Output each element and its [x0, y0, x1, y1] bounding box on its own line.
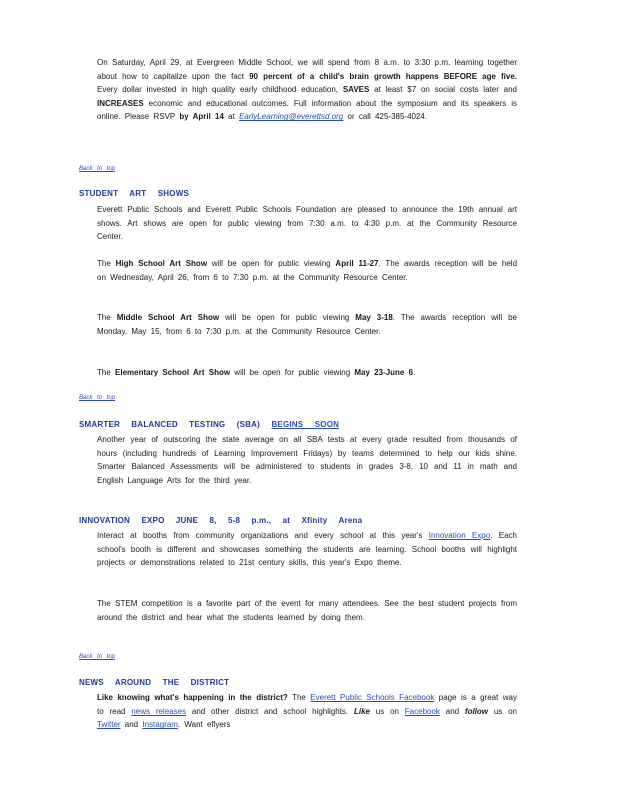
- art-p4-a: The: [97, 368, 116, 377]
- expo-p1-b: . Each school's booth is different and showcases something the students are learning. School booths will highlight projects or demonstrations related to 21st century skills, this year's Expo theme.: [97, 531, 517, 568]
- art-p2-d: April 11-27: [335, 259, 379, 268]
- intro-bold-1: 90 percent of a child's brain growth happens BEFORE age five.: [249, 71, 517, 81]
- news-paragraph: [97, 691, 517, 732]
- art-paragraph-middle: [97, 311, 517, 338]
- art-p3-e: . The awards reception will be Monday, May 15, from 6 to 7:30 p.m. at the Community Resource Center.: [97, 313, 517, 336]
- art-p4-c: will be open for public viewing: [230, 368, 355, 377]
- news-heading: NEWS AROUND THE DISTRICT: [79, 678, 230, 687]
- intro-text-2: Every dollar invested in high quality early childhood education,: [97, 85, 343, 95]
- facebook-page-link[interactable]: Everett Public Schools Facebook: [310, 693, 435, 702]
- news-b: The: [287, 693, 311, 702]
- art-p2-c: will be open for public viewing: [207, 259, 336, 268]
- sba-paragraph: Another year of outscoring the state average on all SBA tests at every grade resulted from thousands of hours (including hundreds of Learning Improvement Fridays) by teams determined to help our kids shine. Smarter Balanced Assessments will be administered to students in grades 3-8, 10 and 11 in math and English Language Arts for the third year.: [97, 435, 517, 485]
- twitter-link[interactable]: Twitter: [97, 720, 121, 730]
- intro-text-6: or call 425-385-4024.: [343, 112, 428, 122]
- expo-paragraph-2: The STEM competition is a favorite part of the event for many attendees. See the best student projects from around the district and hear what the students learned by doing them.: [97, 599, 517, 622]
- news-f: us on: [369, 706, 405, 716]
- news-a: Like knowing what's happening in the district?: [97, 693, 288, 702]
- art-shows-heading: STUDENT ART SHOWS: [79, 189, 189, 198]
- news-i: us on: [488, 706, 517, 716]
- instagram-link[interactable]: Instagram: [142, 720, 178, 730]
- news-k: . Want eflyers: [177, 720, 231, 730]
- innovation-expo-link[interactable]: Innovation Expo: [428, 531, 491, 540]
- art-p2-e: . The awards reception will be held on Wednesday, April 26, from 6 to 7:30 p.m. at the Community Resource Center.: [97, 259, 518, 282]
- back-to-top-link-1[interactable]: Back to top: [79, 166, 116, 172]
- art-p2-a: The: [97, 259, 116, 268]
- intro-text-3: at least $7 on social costs later and: [369, 85, 517, 95]
- art-paragraph-high: [97, 257, 517, 284]
- art-p4-e: .: [413, 368, 416, 377]
- sba-heading-text: SMARTER BALANCED TESTING (SBA): [79, 420, 260, 429]
- sba-heading: [79, 420, 339, 429]
- art-p3-c: will be open for public viewing: [219, 313, 356, 322]
- back-to-top-link-2[interactable]: Back to top: [79, 395, 116, 401]
- art-paragraph-1: Everett Public Schools and Everett Public Schools Foundation are pleased to announce the 19th annual art shows. Art shows are open for public viewing from 7:30 a.m. to 4:30 p.m. at the Community Resource Center.: [97, 205, 517, 242]
- art-p4-d: May 23-June 6: [354, 368, 414, 377]
- news-releases-link[interactable]: news releases: [131, 706, 187, 716]
- rsvp-email-link[interactable]: EarlyLearning@everettsd.org: [239, 112, 344, 122]
- intro-bold-4: by April 14: [179, 112, 224, 122]
- art-p4-b: Elementary School Art Show: [115, 368, 231, 377]
- news-j: and: [120, 720, 143, 730]
- intro-bold-3: INCREASES: [97, 98, 144, 108]
- art-p3-d: May 3-18: [355, 313, 393, 322]
- sba-begins-soon-link[interactable]: BEGINS SOON: [271, 420, 340, 429]
- art-p3-b: Middle School Art Show: [116, 313, 220, 322]
- news-g: and: [439, 706, 465, 716]
- intro-text-1: On Saturday, April 29, at Evergreen Middle School, we will spend from 8 a.m. to 3:30 p.m. learning together about how to capitalize upon the fact: [97, 58, 517, 81]
- back-to-top-link-3[interactable]: Back to top: [79, 654, 116, 660]
- art-paragraph-elementary: [97, 366, 517, 380]
- intro-text-5: at: [223, 112, 240, 122]
- art-p3-a: The: [97, 313, 117, 322]
- intro-paragraph: [97, 56, 517, 124]
- news-d: and other district and school highlights.: [186, 706, 354, 716]
- news-h: follow: [464, 706, 489, 716]
- art-p2-b: High School Art Show: [115, 259, 208, 268]
- intro-text-4: economic and educational outcomes. Full information about the symposium and its speakers is online. Please RSVP: [97, 98, 517, 122]
- news-e: Like: [353, 706, 370, 716]
- news-c: page is a great way to read: [97, 693, 517, 716]
- expo-p1-a: Interact at booths from community organizations and every school at this year's: [97, 531, 429, 540]
- expo-heading: INNOVATION EXPO JUNE 8, 5-8 p.m., at Xfinity Arena: [79, 516, 363, 525]
- expo-paragraph-1: [97, 529, 517, 570]
- intro-bold-2: SAVES: [342, 85, 370, 95]
- facebook-link[interactable]: Facebook: [404, 706, 440, 716]
